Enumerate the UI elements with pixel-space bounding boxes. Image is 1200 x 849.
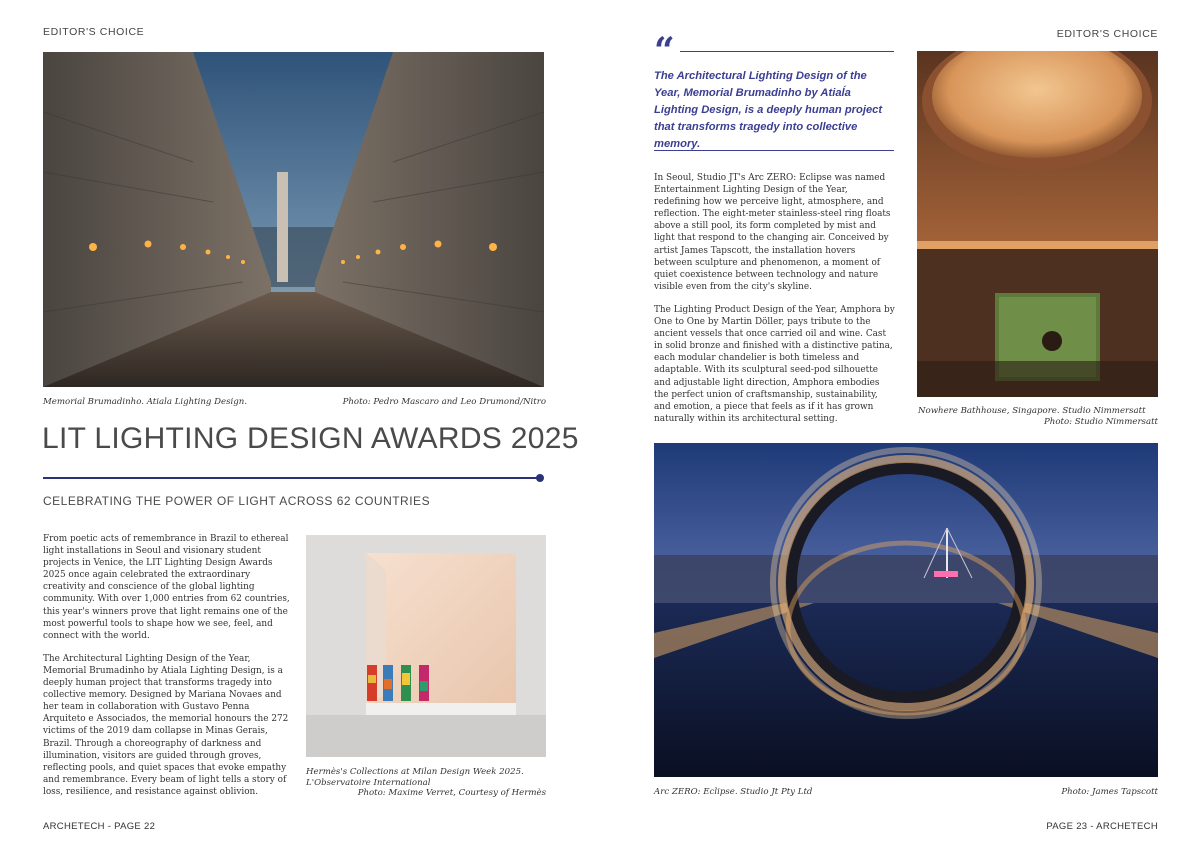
right-paragraph-2: The Lighting Product Design of the Year, Amphora by One to One by Martin Döller, pays tribute to the ancient vessels that once carried oil and wine. Cast in solid bronze and finished with a distinctive patina, each modular chandelier is both timeless and adaptable. With its sculptural seed-pod silhouette and adjustable light direction, Amphora embodies the perfect union of craftsmanship, sustainability, and emotion, a piece that feels as if it has grown naturally within its architectural setting. [654,304,895,424]
memorial-photo-credit: Photo: Pedro Mascaro and Leo Drumond/Nitro [342,397,546,407]
right-section-label: EDITOR'S CHOICE [1056,28,1158,40]
hermes-caption-line-1: Hermès's Collections at Milan Design Week 2025. [306,767,524,777]
left-body-text [43,533,291,809]
arc-zero-photo-credit: Photo: James Tapscott [1061,787,1158,797]
right-page-footer: PAGE 23 - ARCHETECH [1046,821,1158,832]
hermes-photo-credit: Photo: Maxime Verret, Courtesy of Hermès [357,788,546,798]
quote-top-rule [680,51,894,52]
hermes-caption-line-2: L'Observatoire International [306,778,431,788]
quote-bottom-rule [654,150,894,151]
headline-rule [43,477,538,479]
left-section-label: EDITOR'S CHOICE [43,26,145,38]
bathhouse-photo [917,51,1158,397]
bathhouse-photo-credit: Photo: Studio Nimmersatt [1044,417,1158,427]
left-page-footer: ARCHETECH - PAGE 22 [43,821,156,832]
arc-zero-photo [654,443,1158,777]
arc-zero-caption: Arc ZERO: Eclipse. Studio Jt Pty Ltd [654,787,813,797]
headline-rule-dot [536,474,544,482]
bathhouse-caption: Nowhere Bathhouse, Singapore. Studio Nimmersatt [918,406,1146,416]
left-paragraph-2: The Architectural Lighting Design of the Year, Memorial Brumadinho by Atiala Lighting Design, is a deeply human project that transforms tragedy into collective memory. Designed by Mariana Novaes and her team in collaboration with Gustavo Penna Arquiteto e Associados, the memorial honours the 272 victims of the 2019 dam collapse in Minas Gerais, Brazil. Through a choreography of darkness and illumination, visitors are guided through groves, reflecting pools, and quiet spaces that evoke empathy and remembrance. Every beam of light tells a story of loss, resilience, and resistance against oblivion. [43,653,289,797]
right-body-text [654,172,896,436]
pull-quote: The Architectural Lighting Design of the Year, Memorial Brumadinho by Atiaĺa Lighting Design, is a deeply human project that transforms tragedy into collective memory. [654,70,883,150]
right-paragraph-1: In Seoul, Studio JT's Arc ZERO: Eclipse was named Entertainment Lighting Design of the Year, redefining how we perceive light, atmosphere, and reflection. The eight-meter stainless-steel ring floats above a still pool, its form completed by mist and light that respond to the changing air. Conceived by artist James Tapscott, the installation hovers between sculpture and phenomenon, a moment of quiet coexistence between technology and nature visible even from the city's skyline. [654,173,891,292]
left-paragraph-1: From poetic acts of remembrance in Brazil to ethereal light installations in Seoul and visionary student projects in Venice, the LIT Lighting Design Awards 2025 once again celebrated the extraordinary creativity and conscience of the global lighting community. With over 1,000 entries from 62 countries, this year's winners prove that light remains one of the most powerful tools to shape how we see, feel, and connect with the world. [43,534,290,641]
hermes-photo [306,535,546,757]
memorial-photo-caption: Memorial Brumadinho. Atiala Lighting Design. [43,397,248,407]
article-headline: LIT LIGHTING DESIGN AWARDS 2025 [42,422,579,455]
article-subhead: CELEBRATING THE POWER OF LIGHT ACROSS 62 COUNTRIES [43,494,431,508]
quote-mark-icon: “ [654,30,675,72]
memorial-photo [43,52,544,387]
